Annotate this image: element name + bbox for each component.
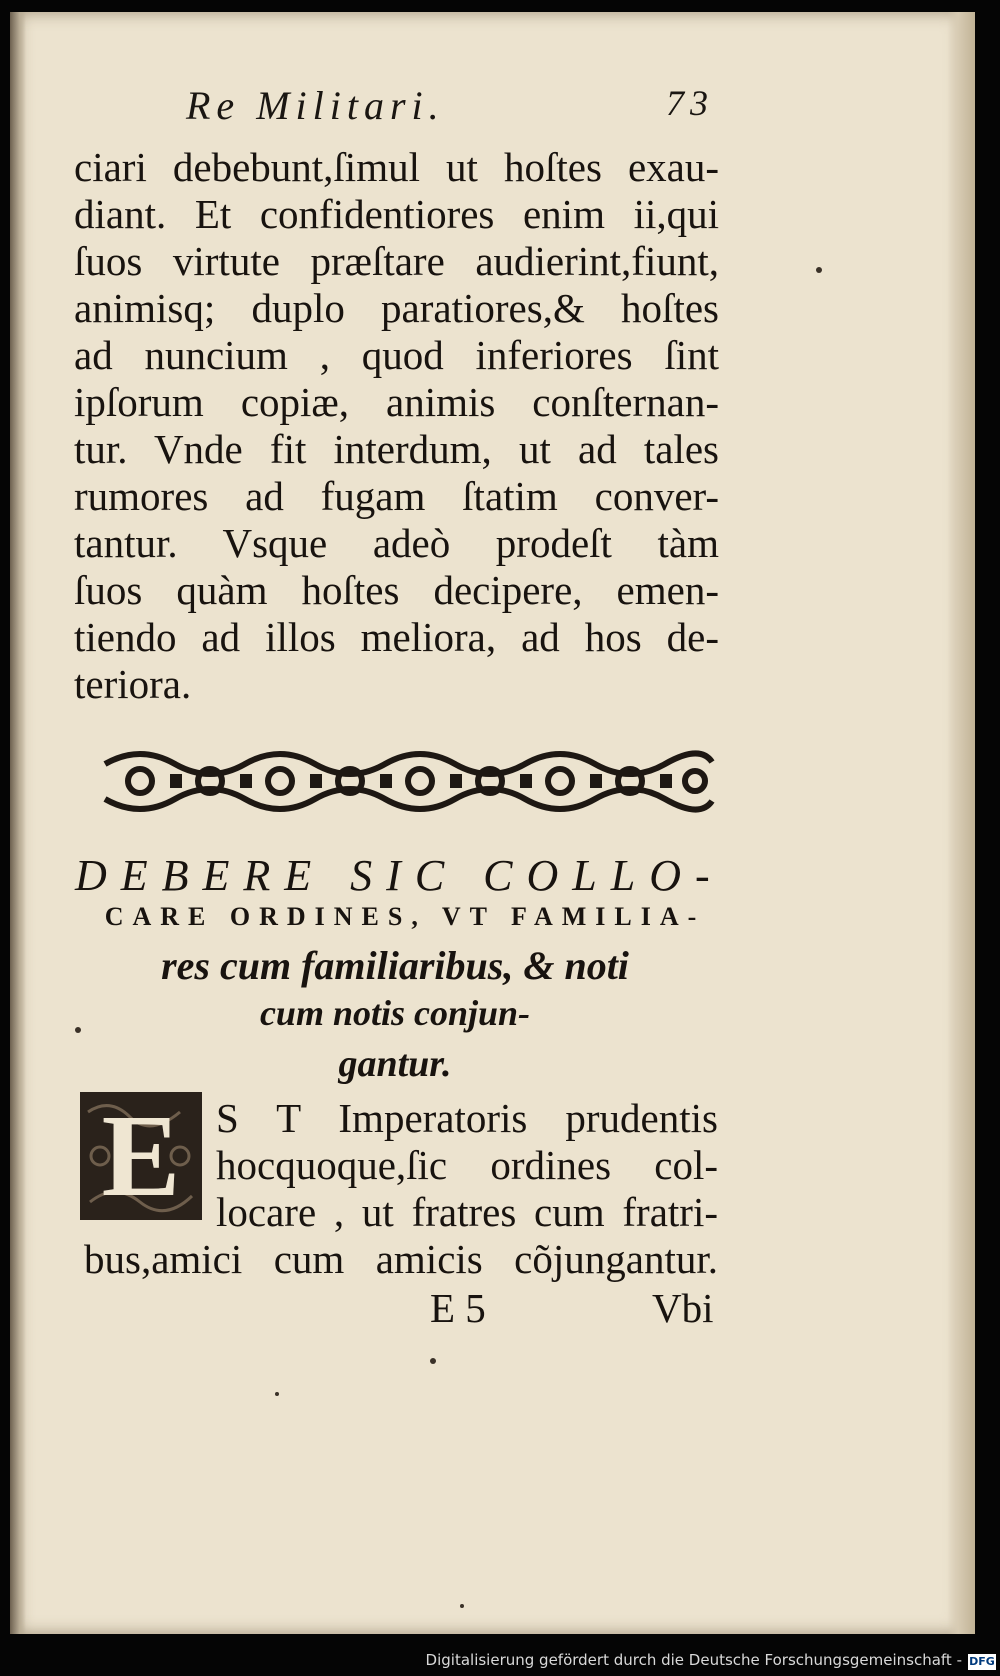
chapter-heading: gantur. <box>338 1043 452 1085</box>
chapter-heading: cum notis conjun- <box>259 993 531 1033</box>
body-line: teriora. <box>74 661 192 707</box>
book-page <box>10 12 975 1634</box>
running-head: Re Militari. <box>186 83 445 128</box>
decorated-initial <box>80 1092 202 1220</box>
page-number: 73 <box>666 83 714 123</box>
body-line: diant. Et confidentiores enim ii,qui <box>74 191 719 237</box>
paragraph-line: hocquoque,ſic ordines col- <box>216 1142 718 1188</box>
dfg-logo: DFG <box>969 1655 995 1668</box>
paragraph-line: S T Imperatoris prudentis <box>216 1095 718 1141</box>
body-line: ipſorum copiæ, animis conſternan- <box>74 379 719 425</box>
body-line: ſuos virtute præſtare audierint,fiunt, <box>74 238 719 284</box>
paper-speck <box>430 1358 436 1364</box>
body-line: tur. Vnde fit interdum, ut ad tales <box>74 426 719 472</box>
body-line: ad nuncium , quod inferiores ſint <box>74 332 719 378</box>
catchword: Vbi <box>652 1285 714 1331</box>
paper-speck <box>816 267 822 273</box>
chapter-heading: DEBERE SIC COLLO- <box>75 851 724 900</box>
paper-speck <box>275 1392 279 1396</box>
paper-speck <box>460 1604 464 1608</box>
paper-speck <box>75 1027 81 1033</box>
body-line: animisq; duplo paratiores,& hoſtes <box>74 285 719 331</box>
footer-credit: Digitalisierung gefördert durch die Deutsche Forschungsgemeinschaft - <box>425 1651 962 1669</box>
chapter-heading: res cum familiaribus, & noti <box>161 943 629 988</box>
initial-letter: E <box>101 1090 181 1221</box>
chapter-heading: CARE ORDINES, VT FAMILIA- <box>104 902 706 931</box>
body-line: ſuos quàm hoſtes decipere, emen- <box>74 567 719 613</box>
body-line: ciari debebunt,ſimul ut hoſtes exau- <box>74 144 719 190</box>
page-edge <box>947 12 975 1634</box>
ornament-band <box>100 744 720 819</box>
body-line: rumores ad fugam ſtatim conver- <box>74 473 719 519</box>
gutter-shadow <box>10 12 26 1634</box>
signature-mark: E 5 <box>430 1285 486 1331</box>
paragraph-line: locare , ut fratres cum fratri- <box>216 1189 718 1235</box>
body-line: tiendo ad illos meliora, ad hos de- <box>74 614 719 660</box>
paragraph-line: bus,amici cum amicis cõjungantur. <box>84 1236 718 1282</box>
body-line: tantur. Vsque adeò prodeſt tàm <box>74 520 719 566</box>
